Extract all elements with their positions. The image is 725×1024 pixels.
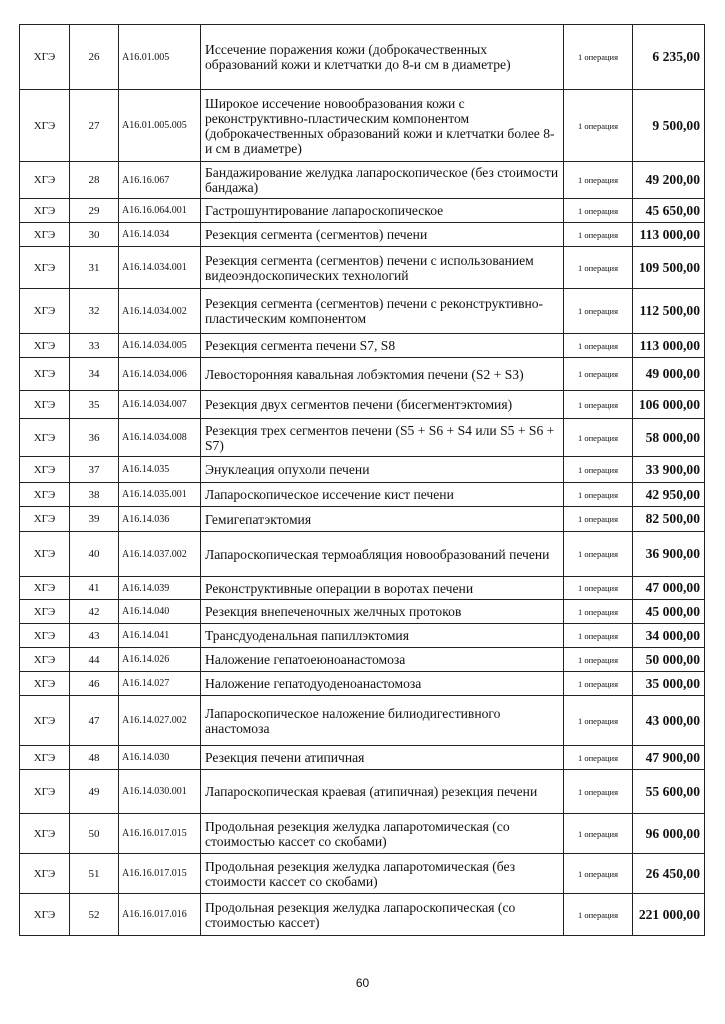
service-code-cell: A16.14.030 bbox=[119, 746, 201, 770]
department-cell: ХГЭ bbox=[20, 483, 70, 507]
price-cell: 47 900,00 bbox=[633, 746, 705, 770]
row-number-cell: 28 bbox=[70, 162, 119, 199]
table-row bbox=[20, 577, 705, 600]
service-code-cell: A16.14.034 bbox=[119, 223, 201, 247]
service-code-cell: A16.01.005 bbox=[119, 25, 201, 90]
department-cell: ХГЭ bbox=[20, 577, 70, 600]
department-cell: ХГЭ bbox=[20, 25, 70, 90]
service-code-cell: A16.16.067 bbox=[119, 162, 201, 199]
department-cell: ХГЭ bbox=[20, 457, 70, 483]
department-cell: ХГЭ bbox=[20, 223, 70, 247]
department-cell: ХГЭ bbox=[20, 696, 70, 746]
service-name-cell: Иссечение поражения кожи (доброкачественных образований кожи и клетчатки до 8-и см в диаметре) bbox=[201, 25, 564, 90]
price-cell: 35 000,00 bbox=[633, 672, 705, 696]
price-cell: 82 500,00 bbox=[633, 507, 705, 532]
service-name-cell: Бандажирование желудка лапароскопическое (без стоимости бандажа) bbox=[201, 162, 564, 199]
service-name-cell: Энуклеация опухоли печени bbox=[201, 457, 564, 483]
price-table-body bbox=[20, 25, 705, 936]
table-row bbox=[20, 247, 705, 289]
table-row bbox=[20, 624, 705, 648]
service-code-cell: A16.14.034.007 bbox=[119, 391, 201, 419]
service-code-cell: A16.14.034.008 bbox=[119, 419, 201, 457]
service-code-cell: A16.14.034.002 bbox=[119, 289, 201, 334]
table-row bbox=[20, 25, 705, 90]
table-row bbox=[20, 672, 705, 696]
service-code-cell: A16.01.005.005 bbox=[119, 90, 201, 162]
service-name-cell: Гемигепатэктомия bbox=[201, 507, 564, 532]
unit-cell: 1 операция bbox=[564, 25, 633, 90]
row-number-cell: 48 bbox=[70, 746, 119, 770]
service-code-cell: A16.14.027 bbox=[119, 672, 201, 696]
service-name-cell: Продольная резекция желудка лапаротомическая (со стоимостью кассет со скобами) bbox=[201, 814, 564, 854]
service-code-cell: A16.16.064.001 bbox=[119, 199, 201, 223]
service-name-cell: Резекция сегмента (сегментов) печени с использованием видеоэндоскопических технологий bbox=[201, 247, 564, 289]
row-number-cell: 50 bbox=[70, 814, 119, 854]
price-cell: 49 000,00 bbox=[633, 358, 705, 391]
service-name-cell: Резекция сегмента (сегментов) печени bbox=[201, 223, 564, 247]
row-number-cell: 52 bbox=[70, 894, 119, 936]
table-row bbox=[20, 223, 705, 247]
price-cell: 45 650,00 bbox=[633, 199, 705, 223]
row-number-cell: 49 bbox=[70, 770, 119, 814]
unit-cell: 1 операция bbox=[564, 334, 633, 358]
unit-cell: 1 операция bbox=[564, 624, 633, 648]
service-code-cell: A16.14.041 bbox=[119, 624, 201, 648]
table-row bbox=[20, 457, 705, 483]
table-row bbox=[20, 334, 705, 358]
department-cell: ХГЭ bbox=[20, 507, 70, 532]
service-name-cell: Гастрошунтирование лапароскопическое bbox=[201, 199, 564, 223]
service-name-cell: Лапароскопическая термоабляция новообразований печени bbox=[201, 532, 564, 577]
row-number-cell: 34 bbox=[70, 358, 119, 391]
unit-cell: 1 операция bbox=[564, 90, 633, 162]
unit-cell: 1 операция bbox=[564, 672, 633, 696]
row-number-cell: 29 bbox=[70, 199, 119, 223]
unit-cell: 1 операция bbox=[564, 648, 633, 672]
department-cell: ХГЭ bbox=[20, 532, 70, 577]
page-number: 60 bbox=[355, 976, 370, 990]
unit-cell: 1 операция bbox=[564, 419, 633, 457]
unit-cell: 1 операция bbox=[564, 770, 633, 814]
service-name-cell: Резекция внепеченочных желчных протоков bbox=[201, 600, 564, 624]
row-number-cell: 27 bbox=[70, 90, 119, 162]
price-cell: 9 500,00 bbox=[633, 90, 705, 162]
price-cell: 43 000,00 bbox=[633, 696, 705, 746]
price-cell: 113 000,00 bbox=[633, 334, 705, 358]
unit-cell: 1 операция bbox=[564, 391, 633, 419]
price-cell: 33 900,00 bbox=[633, 457, 705, 483]
table-row bbox=[20, 90, 705, 162]
price-cell: 34 000,00 bbox=[633, 624, 705, 648]
service-name-cell: Наложение гепатодуоденоанастомоза bbox=[201, 672, 564, 696]
price-cell: 221 000,00 bbox=[633, 894, 705, 936]
service-code-cell: A16.16.017.016 bbox=[119, 894, 201, 936]
service-name-cell: Трансдуоденальная папиллэктомия bbox=[201, 624, 564, 648]
service-code-cell: A16.14.027.002 bbox=[119, 696, 201, 746]
row-number-cell: 47 bbox=[70, 696, 119, 746]
table-row bbox=[20, 814, 705, 854]
price-cell: 112 500,00 bbox=[633, 289, 705, 334]
price-cell: 50 000,00 bbox=[633, 648, 705, 672]
service-name-cell: Лапароскопическая краевая (атипичная) резекция печени bbox=[201, 770, 564, 814]
unit-cell: 1 операция bbox=[564, 223, 633, 247]
unit-cell: 1 операция bbox=[564, 483, 633, 507]
unit-cell: 1 операция bbox=[564, 696, 633, 746]
price-table bbox=[19, 24, 705, 936]
table-row bbox=[20, 854, 705, 894]
table-row bbox=[20, 746, 705, 770]
department-cell: ХГЭ bbox=[20, 624, 70, 648]
department-cell: ХГЭ bbox=[20, 770, 70, 814]
row-number-cell: 37 bbox=[70, 457, 119, 483]
service-code-cell: A16.14.037.002 bbox=[119, 532, 201, 577]
price-cell: 47 000,00 bbox=[633, 577, 705, 600]
department-cell: ХГЭ bbox=[20, 90, 70, 162]
unit-cell: 1 операция bbox=[564, 894, 633, 936]
department-cell: ХГЭ bbox=[20, 419, 70, 457]
price-cell: 106 000,00 bbox=[633, 391, 705, 419]
table-row bbox=[20, 894, 705, 936]
service-code-cell: A16.14.040 bbox=[119, 600, 201, 624]
service-code-cell: A16.14.030.001 bbox=[119, 770, 201, 814]
department-cell: ХГЭ bbox=[20, 648, 70, 672]
price-cell: 96 000,00 bbox=[633, 814, 705, 854]
unit-cell: 1 операция bbox=[564, 247, 633, 289]
price-cell: 26 450,00 bbox=[633, 854, 705, 894]
unit-cell: 1 операция bbox=[564, 457, 633, 483]
service-name-cell: Резекция трех сегментов печени (S5 + S6 + S4 или S5 + S6 + S7) bbox=[201, 419, 564, 457]
service-code-cell: A16.14.034.006 bbox=[119, 358, 201, 391]
table-row bbox=[20, 289, 705, 334]
service-name-cell: Резекция двух сегментов печени (бисегментэктомия) bbox=[201, 391, 564, 419]
service-code-cell: A16.14.035.001 bbox=[119, 483, 201, 507]
department-cell: ХГЭ bbox=[20, 247, 70, 289]
table-row bbox=[20, 696, 705, 746]
row-number-cell: 41 bbox=[70, 577, 119, 600]
service-name-cell: Широкое иссечение новообразования кожи с реконструктивно-пластическим компонентом (доброкачественных образований кожи и клетчатки более 8-и см в диаметре) bbox=[201, 90, 564, 162]
table-row bbox=[20, 770, 705, 814]
row-number-cell: 38 bbox=[70, 483, 119, 507]
unit-cell: 1 операция bbox=[564, 854, 633, 894]
department-cell: ХГЭ bbox=[20, 600, 70, 624]
row-number-cell: 26 bbox=[70, 25, 119, 90]
price-cell: 42 950,00 bbox=[633, 483, 705, 507]
unit-cell: 1 операция bbox=[564, 814, 633, 854]
table-row bbox=[20, 391, 705, 419]
row-number-cell: 33 bbox=[70, 334, 119, 358]
department-cell: ХГЭ bbox=[20, 894, 70, 936]
row-number-cell: 51 bbox=[70, 854, 119, 894]
table-row bbox=[20, 532, 705, 577]
price-cell: 36 900,00 bbox=[633, 532, 705, 577]
service-code-cell: A16.14.034.001 bbox=[119, 247, 201, 289]
table-row bbox=[20, 483, 705, 507]
unit-cell: 1 операция bbox=[564, 532, 633, 577]
price-cell: 6 235,00 bbox=[633, 25, 705, 90]
unit-cell: 1 операция bbox=[564, 746, 633, 770]
row-number-cell: 46 bbox=[70, 672, 119, 696]
price-cell: 49 200,00 bbox=[633, 162, 705, 199]
service-name-cell: Резекция сегмента (сегментов) печени с реконструктивно-пластическим компонентом bbox=[201, 289, 564, 334]
row-number-cell: 35 bbox=[70, 391, 119, 419]
service-name-cell: Продольная резекция желудка лапароскопическая (со стоимостью кассет) bbox=[201, 894, 564, 936]
unit-cell: 1 операция bbox=[564, 577, 633, 600]
unit-cell: 1 операция bbox=[564, 600, 633, 624]
service-name-cell: Лапароскопическое наложение билиодигестивного анастомоза bbox=[201, 696, 564, 746]
table-row bbox=[20, 507, 705, 532]
price-cell: 45 000,00 bbox=[633, 600, 705, 624]
service-code-cell: A16.14.026 bbox=[119, 648, 201, 672]
unit-cell: 1 операция bbox=[564, 358, 633, 391]
service-code-cell: A16.14.036 bbox=[119, 507, 201, 532]
table-row bbox=[20, 419, 705, 457]
department-cell: ХГЭ bbox=[20, 162, 70, 199]
unit-cell: 1 операция bbox=[564, 289, 633, 334]
service-code-cell: A16.14.039 bbox=[119, 577, 201, 600]
service-code-cell: A16.14.034.005 bbox=[119, 334, 201, 358]
row-number-cell: 39 bbox=[70, 507, 119, 532]
price-cell: 58 000,00 bbox=[633, 419, 705, 457]
department-cell: ХГЭ bbox=[20, 289, 70, 334]
row-number-cell: 40 bbox=[70, 532, 119, 577]
department-cell: ХГЭ bbox=[20, 746, 70, 770]
service-name-cell: Резекция печени атипичная bbox=[201, 746, 564, 770]
service-name-cell: Наложение гепатоеюноанастомоза bbox=[201, 648, 564, 672]
department-cell: ХГЭ bbox=[20, 672, 70, 696]
service-name-cell: Лапароскопическое иссечение кист печени bbox=[201, 483, 564, 507]
row-number-cell: 43 bbox=[70, 624, 119, 648]
department-cell: ХГЭ bbox=[20, 199, 70, 223]
price-cell: 113 000,00 bbox=[633, 223, 705, 247]
service-code-cell: A16.14.035 bbox=[119, 457, 201, 483]
service-name-cell: Левосторонняя кавальная лобэктомия печени (S2 + S3) bbox=[201, 358, 564, 391]
price-cell: 109 500,00 bbox=[633, 247, 705, 289]
table-row bbox=[20, 600, 705, 624]
row-number-cell: 36 bbox=[70, 419, 119, 457]
unit-cell: 1 операция bbox=[564, 162, 633, 199]
service-code-cell: A16.16.017.015 bbox=[119, 854, 201, 894]
department-cell: ХГЭ bbox=[20, 854, 70, 894]
service-code-cell: A16.16.017.015 bbox=[119, 814, 201, 854]
row-number-cell: 30 bbox=[70, 223, 119, 247]
service-name-cell: Резекция сегмента печени S7, S8 bbox=[201, 334, 564, 358]
row-number-cell: 32 bbox=[70, 289, 119, 334]
unit-cell: 1 операция bbox=[564, 199, 633, 223]
row-number-cell: 31 bbox=[70, 247, 119, 289]
department-cell: ХГЭ bbox=[20, 391, 70, 419]
price-cell: 55 600,00 bbox=[633, 770, 705, 814]
table-row bbox=[20, 648, 705, 672]
table-row bbox=[20, 162, 705, 199]
table-row bbox=[20, 199, 705, 223]
service-name-cell: Реконструктивные операции в воротах печени bbox=[201, 577, 564, 600]
table-row bbox=[20, 358, 705, 391]
department-cell: ХГЭ bbox=[20, 334, 70, 358]
row-number-cell: 44 bbox=[70, 648, 119, 672]
row-number-cell: 42 bbox=[70, 600, 119, 624]
department-cell: ХГЭ bbox=[20, 814, 70, 854]
unit-cell: 1 операция bbox=[564, 507, 633, 532]
department-cell: ХГЭ bbox=[20, 358, 70, 391]
service-name-cell: Продольная резекция желудка лапаротомическая (без стоимости кассет со скобами) bbox=[201, 854, 564, 894]
